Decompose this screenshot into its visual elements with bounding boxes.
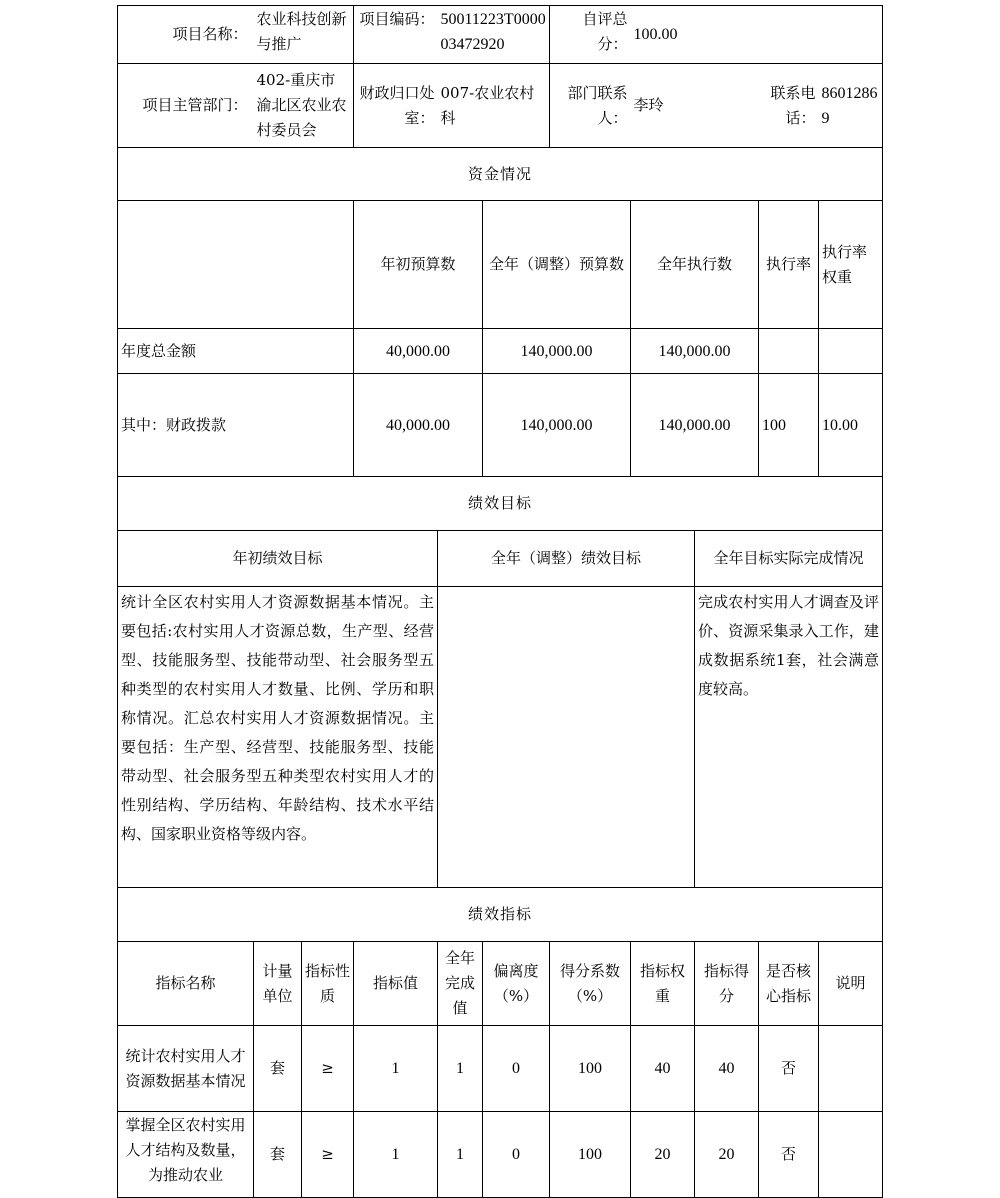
goals-section-row xyxy=(118,477,883,531)
ind-col-coefficient: 得分系数（%） xyxy=(550,942,631,1026)
indicator-value: 1 xyxy=(354,1112,438,1198)
project-name-value: 农业科技创新与推广 xyxy=(254,6,354,64)
indicator-note xyxy=(819,1112,883,1198)
indicator-weight: 40 xyxy=(631,1026,695,1112)
funds-initial-value: 40,000.00 xyxy=(354,329,483,374)
indicator-coefficient: 100 xyxy=(550,1026,631,1112)
indicator-row xyxy=(118,1026,883,1112)
goals-actual-text: 完成农村实用人才调查及评价、资源采集录入工作，建成数据系统1套，社会满意度较高。 xyxy=(695,587,883,888)
contact-value: 李玲 xyxy=(631,64,759,148)
funds-row-total xyxy=(118,329,883,374)
indicator-score: 40 xyxy=(695,1026,759,1112)
funds-col-weight: 执行率权重 xyxy=(819,201,883,329)
ind-col-value: 指标值 xyxy=(354,942,438,1026)
dept-label: 项目主管部门： xyxy=(118,64,254,148)
self-score-value: 100.00 xyxy=(631,6,883,64)
ind-col-done: 全年完成值 xyxy=(438,942,483,1026)
funds-rate-value: 100 xyxy=(759,374,819,477)
ind-col-name: 指标名称 xyxy=(118,942,254,1026)
funds-section-title: 资金情况 xyxy=(118,148,883,201)
funds-col-rate: 执行率 xyxy=(759,201,819,329)
goals-initial-text: 统计全区农村实用人才资源数据基本情况。主要包括:农村实用人才资源总数，生产型、经营型、技能服务型、技能带动型、社会服务型五种类型的农村实用人才数量、比例、学历和职称情况。汇总农村实用人才资源数据情况。主要包括：生产型、经营型、技能服务型、技能带动型、社会服务型五种类型农村实用人才的性别结构、学历结构、年龄结构、技术水平结构、国家职业资格等级内容。 xyxy=(118,587,438,888)
funds-row-label: 其中：财政拨款 xyxy=(118,374,354,477)
header-row-2 xyxy=(118,64,883,148)
project-code-value: 50011223T000003472920 xyxy=(438,6,550,64)
funds-executed-value: 140,000.00 xyxy=(631,374,759,477)
indicator-done: 1 xyxy=(438,1026,483,1112)
indicators-section-title: 绩效指标 xyxy=(118,888,883,942)
goals-col-initial: 年初绩效目标 xyxy=(118,531,438,587)
indicator-weight: 20 xyxy=(631,1112,695,1198)
indicators-section-row xyxy=(118,888,883,942)
funds-initial-value: 40,000.00 xyxy=(354,374,483,477)
goals-col-actual: 全年目标实际完成情况 xyxy=(695,531,883,587)
goals-header-row xyxy=(118,531,883,587)
funds-adjusted-value: 140,000.00 xyxy=(483,374,631,477)
funds-corner-cell xyxy=(118,201,354,329)
funds-col-adjusted: 全年（调整）预算数 xyxy=(483,201,631,329)
ind-col-core: 是否核心指标 xyxy=(759,942,819,1026)
funds-row-fiscal xyxy=(118,374,883,477)
ind-col-weight: 指标权重 xyxy=(631,942,695,1026)
header-row-1 xyxy=(118,6,883,64)
dept-value: 402-重庆市渝北区农业农村委员会 xyxy=(254,64,354,148)
ind-col-unit: 计量单位 xyxy=(254,942,302,1026)
indicator-nature: ≥ xyxy=(302,1112,354,1198)
indicator-nature: ≥ xyxy=(302,1026,354,1112)
funds-rate-value xyxy=(759,329,819,374)
funds-executed-value: 140,000.00 xyxy=(631,329,759,374)
indicator-core: 否 xyxy=(759,1112,819,1198)
finance-value: 007-农业农村科 xyxy=(438,64,550,148)
funds-adjusted-value: 140,000.00 xyxy=(483,329,631,374)
indicator-score: 20 xyxy=(695,1112,759,1198)
indicator-core: 否 xyxy=(759,1026,819,1112)
funds-section-row xyxy=(118,148,883,201)
goals-section-title: 绩效目标 xyxy=(118,477,883,531)
indicators-header-row xyxy=(118,942,883,1026)
funds-weight-value xyxy=(819,329,883,374)
indicator-unit: 套 xyxy=(254,1026,302,1112)
project-code-label: 项目编码： xyxy=(354,6,438,64)
funds-weight-value: 10.00 xyxy=(819,374,883,477)
ind-col-score: 指标得分 xyxy=(695,942,759,1026)
ind-col-deviation: 偏离度（%） xyxy=(483,942,550,1026)
indicator-unit: 套 xyxy=(254,1112,302,1198)
indicator-name: 掌握全区农村实用人才结构及数量，为推动农业 xyxy=(118,1112,254,1198)
evaluation-table xyxy=(117,5,883,1198)
indicator-name: 统计农村实用人才资源数据基本情况 xyxy=(118,1026,254,1112)
goals-content-row xyxy=(118,587,883,888)
funds-header-row xyxy=(118,201,883,329)
indicator-done: 1 xyxy=(438,1112,483,1198)
finance-label: 财政归口处室： xyxy=(354,64,438,148)
indicator-coefficient: 100 xyxy=(550,1112,631,1198)
evaluation-form xyxy=(117,5,882,1184)
goals-adjusted-text xyxy=(438,587,695,888)
funds-row-label: 年度总金额 xyxy=(118,329,354,374)
ind-col-nature: 指标性质 xyxy=(302,942,354,1026)
indicator-row xyxy=(118,1112,883,1198)
goals-col-adjusted: 全年（调整）绩效目标 xyxy=(438,531,695,587)
indicator-deviation: 0 xyxy=(483,1026,550,1112)
ind-col-note: 说明 xyxy=(819,942,883,1026)
indicator-deviation: 0 xyxy=(483,1112,550,1198)
funds-col-initial: 年初预算数 xyxy=(354,201,483,329)
indicator-value: 1 xyxy=(354,1026,438,1112)
funds-col-executed: 全年执行数 xyxy=(631,201,759,329)
phone-label: 联系电话： xyxy=(759,64,819,148)
self-score-label: 自评总分： xyxy=(550,6,631,64)
phone-value: 86012869 xyxy=(819,64,883,148)
contact-label: 部门联系人： xyxy=(550,64,631,148)
indicator-note xyxy=(819,1026,883,1112)
project-name-label: 项目名称： xyxy=(118,6,254,64)
